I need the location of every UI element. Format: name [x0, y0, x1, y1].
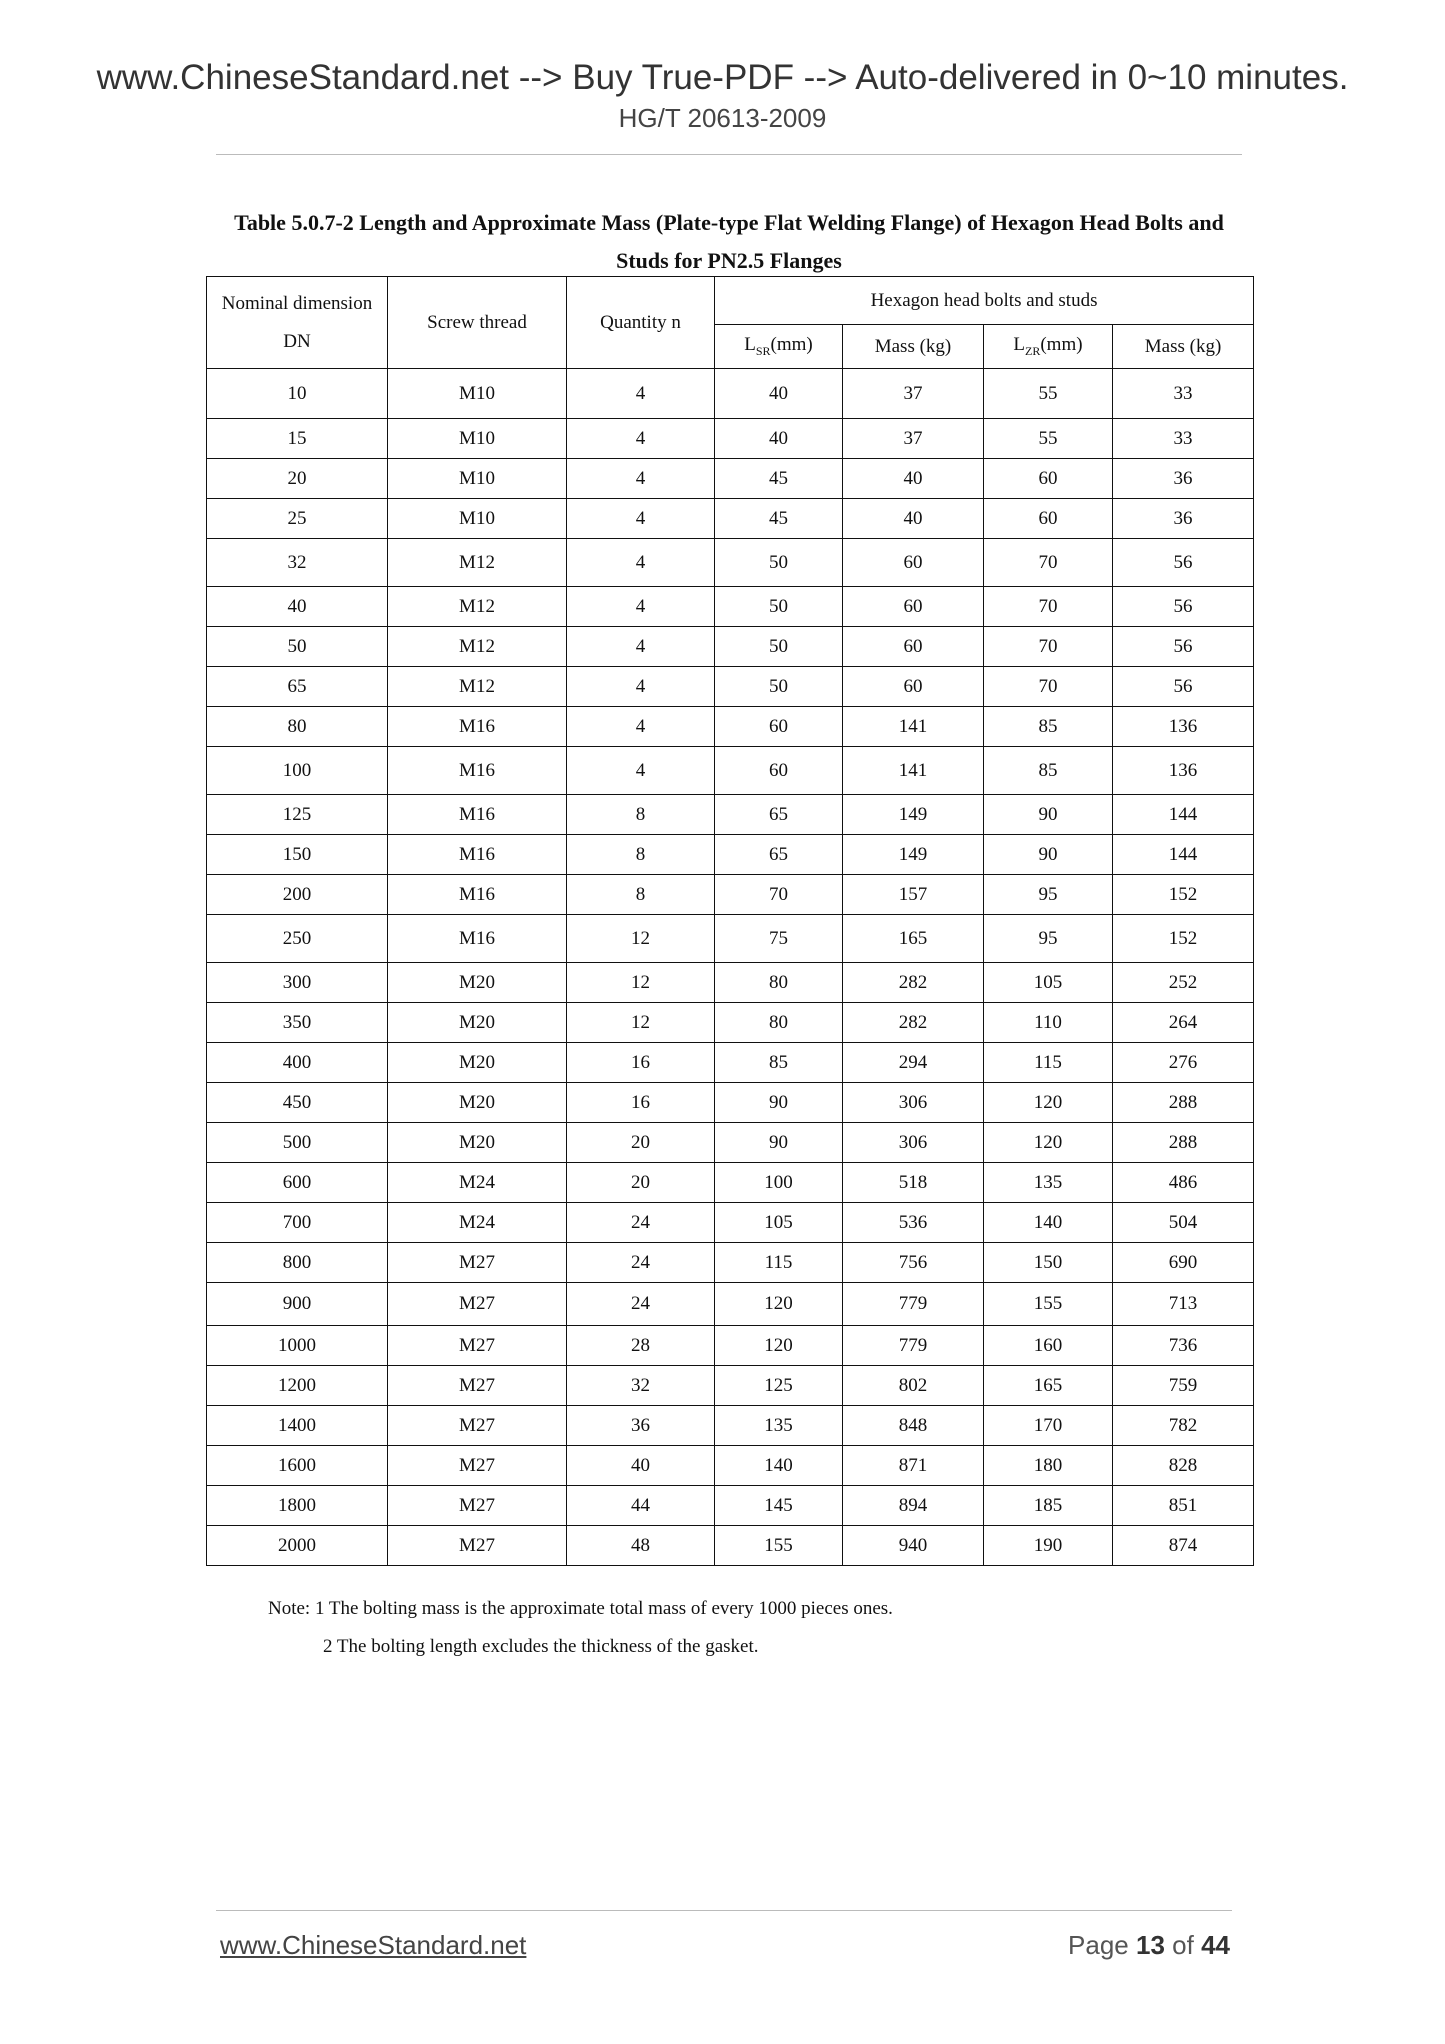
table-cell: 165: [984, 1366, 1113, 1406]
table-cell: M27: [388, 1243, 567, 1283]
table-cell: 690: [1113, 1243, 1254, 1283]
table-cell: 12: [567, 915, 715, 963]
page-current: 13: [1136, 1930, 1165, 1960]
table-cell: 60: [843, 587, 984, 627]
table-cell: 120: [715, 1283, 843, 1326]
table-cell: 65: [715, 835, 843, 875]
table-cell: M16: [388, 915, 567, 963]
table-cell: 12: [567, 963, 715, 1003]
table-cell: 252: [1113, 963, 1254, 1003]
table-cell: 756: [843, 1243, 984, 1283]
table-cell: 874: [1113, 1526, 1254, 1566]
table-cell: 504: [1113, 1203, 1254, 1243]
table-cell: 45: [715, 459, 843, 499]
table-cell: 37: [843, 419, 984, 459]
table-cell: 60: [843, 627, 984, 667]
table-cell: 190: [984, 1526, 1113, 1566]
table-cell: 36: [1113, 459, 1254, 499]
table-cell: 779: [843, 1326, 984, 1366]
table-cell: 4: [567, 667, 715, 707]
table-cell: 20: [207, 459, 388, 499]
table-row: [207, 1003, 1254, 1043]
table-row: [207, 667, 1254, 707]
table-cell: 60: [715, 707, 843, 747]
table-cell: 288: [1113, 1083, 1254, 1123]
table-row: [207, 1526, 1254, 1566]
table-cell: 70: [715, 875, 843, 915]
table-cell: 24: [567, 1283, 715, 1326]
table-cell: 170: [984, 1406, 1113, 1446]
table-cell: 152: [1113, 875, 1254, 915]
table-cell: 144: [1113, 795, 1254, 835]
table-cell: 8: [567, 875, 715, 915]
table-cell: 1000: [207, 1326, 388, 1366]
table-cell: 250: [207, 915, 388, 963]
table-cell: 4: [567, 499, 715, 539]
table-cell: 80: [715, 1003, 843, 1043]
table-cell: 85: [984, 707, 1113, 747]
table-cell: 56: [1113, 539, 1254, 587]
table-row: [207, 1326, 1254, 1366]
table-cell: 264: [1113, 1003, 1254, 1043]
header-lzr-symbol: L: [1013, 334, 1026, 356]
table-cell: 50: [207, 627, 388, 667]
table-cell: 100: [715, 1163, 843, 1203]
table-cell: M27: [388, 1526, 567, 1566]
table-cell: 70: [984, 587, 1113, 627]
table-cell: 157: [843, 875, 984, 915]
table-notes: [268, 1590, 893, 1666]
table-cell: 100: [207, 747, 388, 795]
note-line-1: Note: 1 The bolting mass is the approximate total mass of every 1000 pieces ones.: [268, 1598, 893, 1619]
table-cell: 32: [567, 1366, 715, 1406]
table-cell: 90: [984, 835, 1113, 875]
caption-line-1: Table 5.0.7-2 Length and Approximate Mass (Plate-type Flat Welding Flange) of Hexagon Head Bolts and: [234, 210, 1224, 235]
table-cell: 306: [843, 1083, 984, 1123]
table-cell: M12: [388, 627, 567, 667]
table-cell: M20: [388, 1083, 567, 1123]
header-lsr-subscript: SR: [755, 343, 771, 358]
table-cell: 200: [207, 875, 388, 915]
table-cell: 294: [843, 1043, 984, 1083]
table-cell: 152: [1113, 915, 1254, 963]
table-cell: 135: [984, 1163, 1113, 1203]
table-cell: 180: [984, 1446, 1113, 1486]
table-cell: 518: [843, 1163, 984, 1203]
table-cell: M24: [388, 1203, 567, 1243]
table-row: [207, 915, 1254, 963]
table-cell: 150: [984, 1243, 1113, 1283]
table-row: [207, 459, 1254, 499]
table-row: [207, 747, 1254, 795]
table-cell: 149: [843, 795, 984, 835]
table-cell: 95: [984, 875, 1113, 915]
table-cell: 33: [1113, 369, 1254, 419]
table-cell: M20: [388, 1043, 567, 1083]
table-row: [207, 963, 1254, 1003]
table-cell: 20: [567, 1123, 715, 1163]
table-cell: 282: [843, 963, 984, 1003]
table-row: [207, 1406, 1254, 1446]
table-cell: 70: [984, 667, 1113, 707]
table-cell: 65: [207, 667, 388, 707]
table-cell: 145: [715, 1486, 843, 1526]
table-cell: 2000: [207, 1526, 388, 1566]
table-cell: M16: [388, 795, 567, 835]
table-cell: 95: [984, 915, 1113, 963]
table-row: [207, 707, 1254, 747]
table-cell: 144: [1113, 835, 1254, 875]
table-cell: M12: [388, 667, 567, 707]
table-cell: 40: [567, 1446, 715, 1486]
table-cell: 800: [207, 1243, 388, 1283]
table-row: [207, 1083, 1254, 1123]
table-row: [207, 369, 1254, 419]
table-cell: M10: [388, 499, 567, 539]
table-cell: 486: [1113, 1163, 1254, 1203]
table-cell: 8: [567, 795, 715, 835]
table-cell: 48: [567, 1526, 715, 1566]
table-cell: 37: [843, 369, 984, 419]
page-indicator: [1068, 1930, 1230, 1961]
table-row: [207, 539, 1254, 587]
table-cell: 28: [567, 1326, 715, 1366]
table-cell: 894: [843, 1486, 984, 1526]
table-cell: 700: [207, 1203, 388, 1243]
table-cell: 15: [207, 419, 388, 459]
header-screw-thread: Screw thread: [388, 277, 567, 369]
table-cell: M16: [388, 747, 567, 795]
table-cell: 50: [715, 667, 843, 707]
table-cell: 16: [567, 1083, 715, 1123]
header-lsr: [715, 325, 843, 369]
table-cell: 8: [567, 835, 715, 875]
table-cell: 25: [207, 499, 388, 539]
table-cell: 4: [567, 627, 715, 667]
table-cell: 56: [1113, 587, 1254, 627]
table-cell: 60: [843, 539, 984, 587]
table-cell: M27: [388, 1486, 567, 1526]
page-prefix: Page: [1068, 1930, 1129, 1960]
table-row: [207, 499, 1254, 539]
header-lsr-unit: (mm): [770, 334, 813, 356]
table-cell: 70: [984, 627, 1113, 667]
table-cell: 90: [715, 1123, 843, 1163]
table-row: [207, 1366, 1254, 1406]
table-cell: M16: [388, 707, 567, 747]
table-cell: 120: [715, 1326, 843, 1366]
table-cell: 125: [207, 795, 388, 835]
table-cell: 44: [567, 1486, 715, 1526]
table-cell: M27: [388, 1446, 567, 1486]
table-cell: 4: [567, 747, 715, 795]
table-cell: 1800: [207, 1486, 388, 1526]
header-lzr-subscript: ZR: [1025, 343, 1041, 358]
table-cell: 300: [207, 963, 388, 1003]
table-cell: 713: [1113, 1283, 1254, 1326]
table-cell: M20: [388, 1123, 567, 1163]
page-total: 44: [1201, 1930, 1230, 1960]
table-row: [207, 795, 1254, 835]
page-of: of: [1172, 1930, 1194, 1960]
header-lsr-symbol: L: [744, 334, 756, 356]
table-row: [207, 1446, 1254, 1486]
table-cell: 115: [984, 1043, 1113, 1083]
header-quantity: Quantity n: [567, 277, 715, 369]
table-cell: M20: [388, 1003, 567, 1043]
table-cell: 140: [715, 1446, 843, 1486]
table-cell: 85: [715, 1043, 843, 1083]
table-cell: 75: [715, 915, 843, 963]
table-row: [207, 1486, 1254, 1526]
table-cell: M10: [388, 459, 567, 499]
table-cell: 60: [715, 747, 843, 795]
table-cell: 536: [843, 1203, 984, 1243]
table-cell: 70: [984, 539, 1113, 587]
table-cell: 149: [843, 835, 984, 875]
table-cell: 940: [843, 1526, 984, 1566]
table-cell: 105: [984, 963, 1113, 1003]
table-cell: M10: [388, 369, 567, 419]
table-cell: M16: [388, 875, 567, 915]
header-bolts-group: Hexagon head bolts and studs: [715, 277, 1254, 325]
table-cell: 12: [567, 1003, 715, 1043]
table-row: [207, 1043, 1254, 1083]
table-cell: 136: [1113, 707, 1254, 747]
note-line-2: 2 The bolting length excludes the thickness of the gasket.: [323, 1636, 759, 1657]
table-cell: 185: [984, 1486, 1113, 1526]
table-cell: 136: [1113, 747, 1254, 795]
table-cell: M24: [388, 1163, 567, 1203]
table-cell: 16: [567, 1043, 715, 1083]
table-cell: 50: [715, 539, 843, 587]
table-cell: 4: [567, 707, 715, 747]
table-cell: M10: [388, 419, 567, 459]
footer-site-link[interactable]: www.ChineseStandard.net: [220, 1930, 527, 1960]
table-cell: 288: [1113, 1123, 1254, 1163]
table-row: [207, 1243, 1254, 1283]
table-cell: 80: [207, 707, 388, 747]
table-cell: 20: [567, 1163, 715, 1203]
table-cell: 802: [843, 1366, 984, 1406]
table-cell: 600: [207, 1163, 388, 1203]
table-cell: 4: [567, 587, 715, 627]
table-row: [207, 1163, 1254, 1203]
table-cell: 36: [567, 1406, 715, 1446]
header-banner: www.ChineseStandard.net --> Buy True-PDF --> Auto-delivered in 0~10 minutes.: [96, 58, 1349, 97]
header-mass-1: Mass (kg): [843, 325, 984, 369]
table-cell: 306: [843, 1123, 984, 1163]
table-cell: M27: [388, 1326, 567, 1366]
table-cell: 155: [715, 1526, 843, 1566]
table-cell: 36: [1113, 499, 1254, 539]
table-cell: 4: [567, 459, 715, 499]
table-cell: 120: [984, 1123, 1113, 1163]
table-cell: M27: [388, 1406, 567, 1446]
table-cell: 450: [207, 1083, 388, 1123]
table-cell: 40: [715, 419, 843, 459]
table-cell: 759: [1113, 1366, 1254, 1406]
table-cell: 828: [1113, 1446, 1254, 1486]
table-row: [207, 1123, 1254, 1163]
table-cell: 779: [843, 1283, 984, 1326]
table-cell: 125: [715, 1366, 843, 1406]
table-cell: 1200: [207, 1366, 388, 1406]
table-cell: 350: [207, 1003, 388, 1043]
table-cell: 50: [715, 587, 843, 627]
table-cell: 4: [567, 539, 715, 587]
table-cell: 160: [984, 1326, 1113, 1366]
header-lzr-unit: (mm): [1040, 334, 1083, 356]
footer-divider: [216, 1910, 1232, 1911]
table-cell: 40: [843, 499, 984, 539]
table-cell: M27: [388, 1283, 567, 1326]
table-cell: 276: [1113, 1043, 1254, 1083]
table-cell: 90: [715, 1083, 843, 1123]
table-cell: 120: [984, 1083, 1113, 1123]
bolt-mass-table: [206, 276, 1254, 1566]
table-cell: 282: [843, 1003, 984, 1043]
table-row: [207, 835, 1254, 875]
table-cell: 90: [984, 795, 1113, 835]
table-cell: 32: [207, 539, 388, 587]
table-cell: 782: [1113, 1406, 1254, 1446]
table-cell: 140: [984, 1203, 1113, 1243]
table-row: [207, 875, 1254, 915]
table-cell: 1400: [207, 1406, 388, 1446]
header-nominal-line2: DN: [283, 330, 311, 352]
table-cell: 110: [984, 1003, 1113, 1043]
table-cell: 50: [715, 627, 843, 667]
table-cell: 105: [715, 1203, 843, 1243]
table-row: [207, 587, 1254, 627]
table-cell: 871: [843, 1446, 984, 1486]
table-cell: 55: [984, 419, 1113, 459]
table-cell: 56: [1113, 667, 1254, 707]
table-cell: 40: [207, 587, 388, 627]
table-cell: M20: [388, 963, 567, 1003]
table-cell: 848: [843, 1406, 984, 1446]
table-cell: 40: [843, 459, 984, 499]
table-body: [207, 369, 1254, 1566]
table-cell: 400: [207, 1043, 388, 1083]
table-cell: 24: [567, 1243, 715, 1283]
table-cell: 851: [1113, 1486, 1254, 1526]
table-cell: 60: [843, 667, 984, 707]
table-cell: 4: [567, 419, 715, 459]
table-cell: M27: [388, 1366, 567, 1406]
table-cell: 1600: [207, 1446, 388, 1486]
table-cell: 10: [207, 369, 388, 419]
table-cell: 141: [843, 707, 984, 747]
caption-line-2: Studs for PN2.5 Flanges: [616, 248, 842, 273]
table-cell: 60: [984, 499, 1113, 539]
table-caption: [216, 204, 1242, 280]
table-cell: 500: [207, 1123, 388, 1163]
standard-code: HG/T 20613-2009: [618, 103, 827, 133]
table-cell: 80: [715, 963, 843, 1003]
table-cell: 56: [1113, 627, 1254, 667]
table-cell: M16: [388, 835, 567, 875]
table-cell: 55: [984, 369, 1113, 419]
table-cell: 155: [984, 1283, 1113, 1326]
table-cell: 115: [715, 1243, 843, 1283]
table-cell: 900: [207, 1283, 388, 1326]
table-cell: 85: [984, 747, 1113, 795]
header-nominal-dimension: [207, 277, 388, 369]
table-cell: 33: [1113, 419, 1254, 459]
header-mass-2: Mass (kg): [1113, 325, 1254, 369]
table-cell: 4: [567, 369, 715, 419]
table-cell: 150: [207, 835, 388, 875]
table-row: [207, 627, 1254, 667]
table-row: [207, 419, 1254, 459]
table-cell: 60: [984, 459, 1113, 499]
table-cell: 165: [843, 915, 984, 963]
table-cell: 736: [1113, 1326, 1254, 1366]
table-cell: 24: [567, 1203, 715, 1243]
table-cell: M12: [388, 587, 567, 627]
table-cell: 65: [715, 795, 843, 835]
header-nominal-line1: Nominal dimension: [221, 292, 373, 314]
header-divider: [216, 154, 1242, 155]
table-row: [207, 1203, 1254, 1243]
header-lzr: [984, 325, 1113, 369]
table-cell: 141: [843, 747, 984, 795]
table-cell: 135: [715, 1406, 843, 1446]
table-row: [207, 1283, 1254, 1326]
table-cell: 40: [715, 369, 843, 419]
table-cell: M12: [388, 539, 567, 587]
table-cell: 45: [715, 499, 843, 539]
